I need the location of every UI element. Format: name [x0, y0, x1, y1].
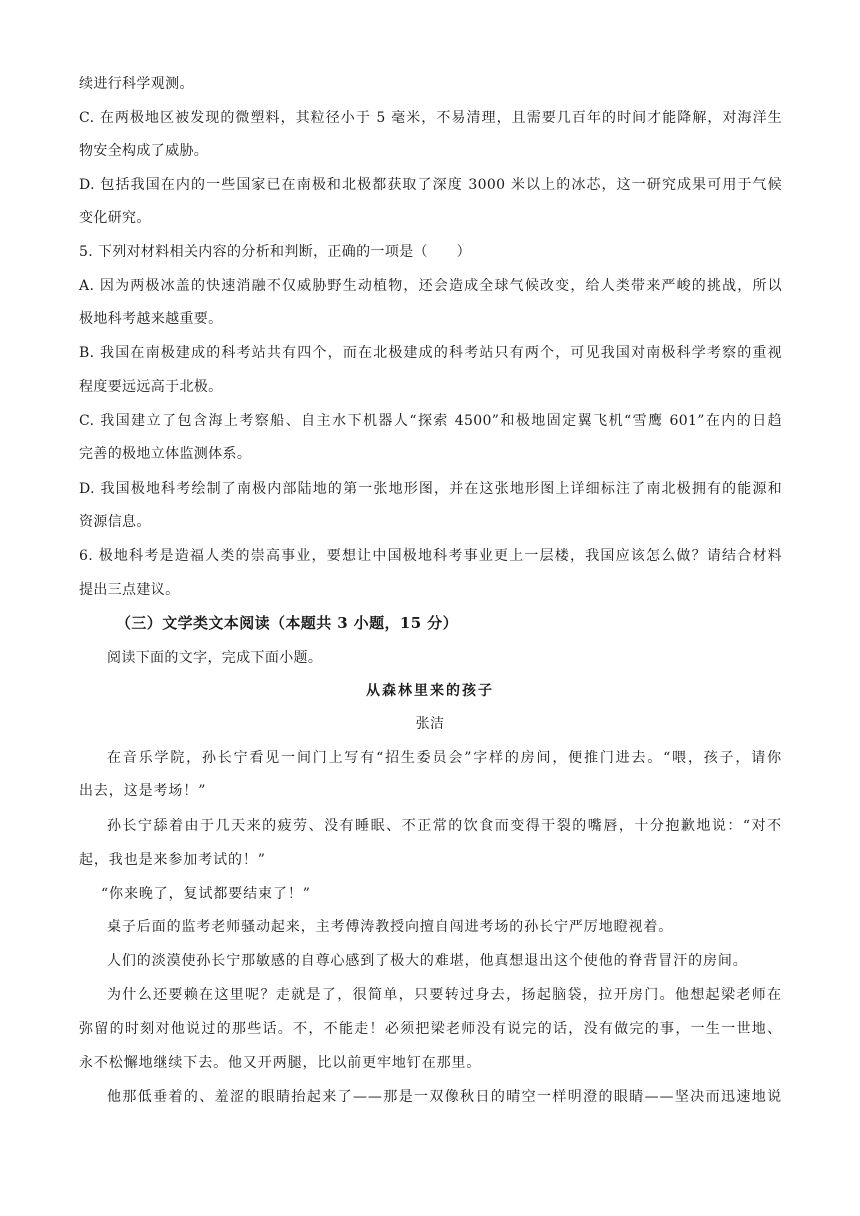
story-author: 张洁: [415, 716, 445, 732]
option-d-line: D. 我国极地科考绘制了南极内部陆地的第一张地形图，并在这张地形图上详细标注了南北极拥有的能源和: [79, 481, 782, 497]
story-paragraph: 桌子后面的监考老师骚动起来，主考傅涛教授向擅自闯进考场的孙长宁严厉地瞪视着。: [107, 919, 674, 935]
text-line: 完善的极地立体监测体系。: [79, 446, 252, 462]
story-line: 永不松懈地继续下去。他又开两腿，比以前更牢地钉在那里。: [79, 1055, 482, 1071]
story-paragraph: “你来晚了，复试都要结束了！”: [101, 886, 311, 902]
question-5: 5. 下列对材料相关内容的分析和判断，正确的一项是（ ）: [79, 244, 471, 260]
text-line: 程度要远远高于北极。: [79, 379, 223, 395]
story-line: 出去，这是考场！”: [79, 783, 207, 799]
story-paragraph: 他那低垂着的、羞涩的眼睛抬起来了——那是一双像秋日的晴空一样明澄的眼睛——坚决而迅速地说: [107, 1089, 782, 1105]
text-line: 资源信息。: [79, 514, 151, 530]
story-line: 弥留的时刻对他说过的那些话。不，不能走！必须把梁老师没有说完的话，没有做完的事，一生一世地、: [79, 1021, 782, 1037]
story-paragraph: 孙长宁舔着由于几天来的疲劳、没有睡眠、不正常的饮食而变得干裂的嘴唇，十分抱歉地说：“对不: [107, 818, 782, 834]
instruction: 阅读下面的文字，完成下面小题。: [107, 650, 323, 666]
option-d-line: D. 包括我国在内的一些国家已在南极和北极都获取了深度 3000 米以上的冰芯，这一研究成果可用于气候: [79, 177, 782, 193]
option-a-line: A. 因为两极冰盖的快速消融不仅威胁野生动植物，还会造成全球气候改变，给人类带来严峻的挑战，所以: [79, 278, 782, 294]
question-6: 6. 极地科考是造福人类的崇高事业，要想让中国极地科考事业更上一层楼，我国应该怎么做？请结合材料: [79, 548, 782, 564]
option-c-line: C. 我国建立了包含海上考察船、自主水下机器人“探索 4500”和极地固定翼飞机“雪鹰 601”在内的日趋: [79, 413, 782, 429]
text-line: 续进行科学观测。: [79, 76, 194, 92]
option-b-line: B. 我国在南极建成的科考站共有四个，而在北极建成的科考站只有两个，可见我国对南极科学考察的重视: [79, 345, 782, 361]
story-line: 起，我也是来参加考试的！”: [79, 852, 266, 868]
text-line: 物安全构成了威胁。: [79, 143, 209, 159]
section-heading: （三）文学类文本阅读（本题共 3 小题，15 分）: [116, 614, 458, 632]
option-c-line: C. 在两极地区被发现的微塑料，其粒径小于 5 毫米，不易清理，且需要几百年的时间才能降解，对海洋生: [79, 110, 782, 126]
story-paragraph: 在音乐学院，孙长宁看见一间门上写有“招生委员会”字样的房间，便推门进去。“喂，孩子，请你: [107, 750, 782, 766]
story-paragraph: 为什么还要赖在这里呢？走就是了，很简单，只要转过身去，扬起脑袋，拉开房门。他想起梁老师在: [107, 987, 782, 1003]
text-line: 极地科考越来越重要。: [79, 311, 223, 327]
text-line: 变化研究。: [79, 210, 151, 226]
story-paragraph: 人们的淡漠使孙长宁那敏感的自尊心感到了极大的难堪，他真想退出这个使他的脊背冒汗的房间。: [107, 953, 748, 969]
story-title: 从森林里来的孩子: [366, 683, 494, 699]
text-line: 提出三点建议。: [79, 582, 180, 598]
